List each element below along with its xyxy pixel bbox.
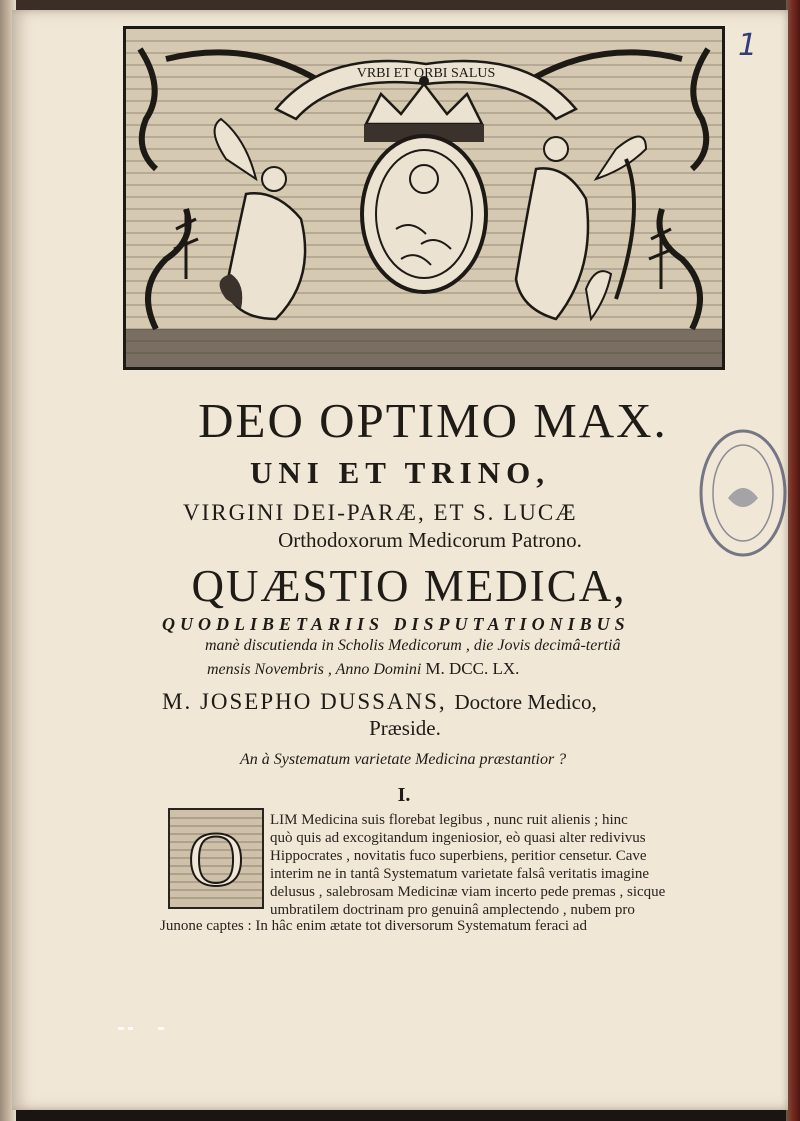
title-mane-discutienda: manè discutienda in Scholis Medicorum , die Jovis decimâ-tertiâ (205, 637, 621, 654)
body-line-1: LIM Medicina suis florebat legibus , nunc ruit alienis ; hinc (270, 812, 628, 828)
title-orthodoxorum: Orthodoxorum Medicorum Patrono. (278, 528, 582, 552)
body-line-4: interim ne in tantâ Systematum varietate falsâ veritatis imagine (270, 866, 650, 882)
title-deo-optimo: DEO OPTIMO MAX. (198, 393, 668, 448)
title-quaestio-medica: QUÆSTIO MEDICA, (191, 561, 627, 611)
title-quodlibetariis: QUODLIBETARIIS DISPUTATIONIBUS (162, 614, 630, 634)
stamp-seal (698, 428, 788, 558)
date-text: mensis Novembris , Anno Domini (207, 661, 426, 678)
coat-of-arms-shield (362, 136, 486, 292)
banner-motto: VRBI ET ORBI SALUS (356, 66, 496, 81)
body-line-3: Hippocrates , novitatis fuco superbiens, peritior censetur. Cave (270, 848, 647, 864)
woodcut-illustration (126, 29, 722, 367)
body-line-2: quò quis ad excogitandum ingeniosior, eò quasi alter redivivus (270, 830, 646, 846)
body-line-7: Junone captes : In hâc enim ætate tot diversorum Systematum feraci ad (160, 918, 587, 934)
year-roman: M. DCC. LX. (425, 659, 520, 678)
initial-letter: O (187, 815, 245, 902)
section-number: I. (397, 784, 411, 806)
body-line-6: umbratilem doctrinam pro genuinâ amplectendo , nubem pro (270, 902, 635, 918)
praeses-title: Doctore Medico, (454, 690, 597, 714)
praeses-name: M. JOSEPHO DUSSANS, (162, 689, 455, 714)
paper-specks (118, 1020, 178, 1038)
title-date-line (207, 659, 519, 679)
decorated-initial (168, 808, 264, 909)
thesis-question: An à Systematum varietate Medicina præstantior ? (240, 751, 567, 768)
title-uni-et-trino: UNI ET TRINO, (250, 455, 550, 490)
ground-strip (126, 329, 722, 367)
library-stamp (698, 428, 788, 558)
title-virgini: VIRGINI DEI-PARÆ, ET S. LUCÆ (183, 500, 578, 525)
praeside-label: Præside. (369, 716, 441, 740)
body-line-5: delusus , salebrosam Medicinæ viam incerto pede premas , sicque (270, 884, 666, 900)
praeses-name-line (162, 689, 597, 715)
folio-number: 1 (738, 28, 758, 63)
woodcut-headpiece (123, 26, 725, 370)
